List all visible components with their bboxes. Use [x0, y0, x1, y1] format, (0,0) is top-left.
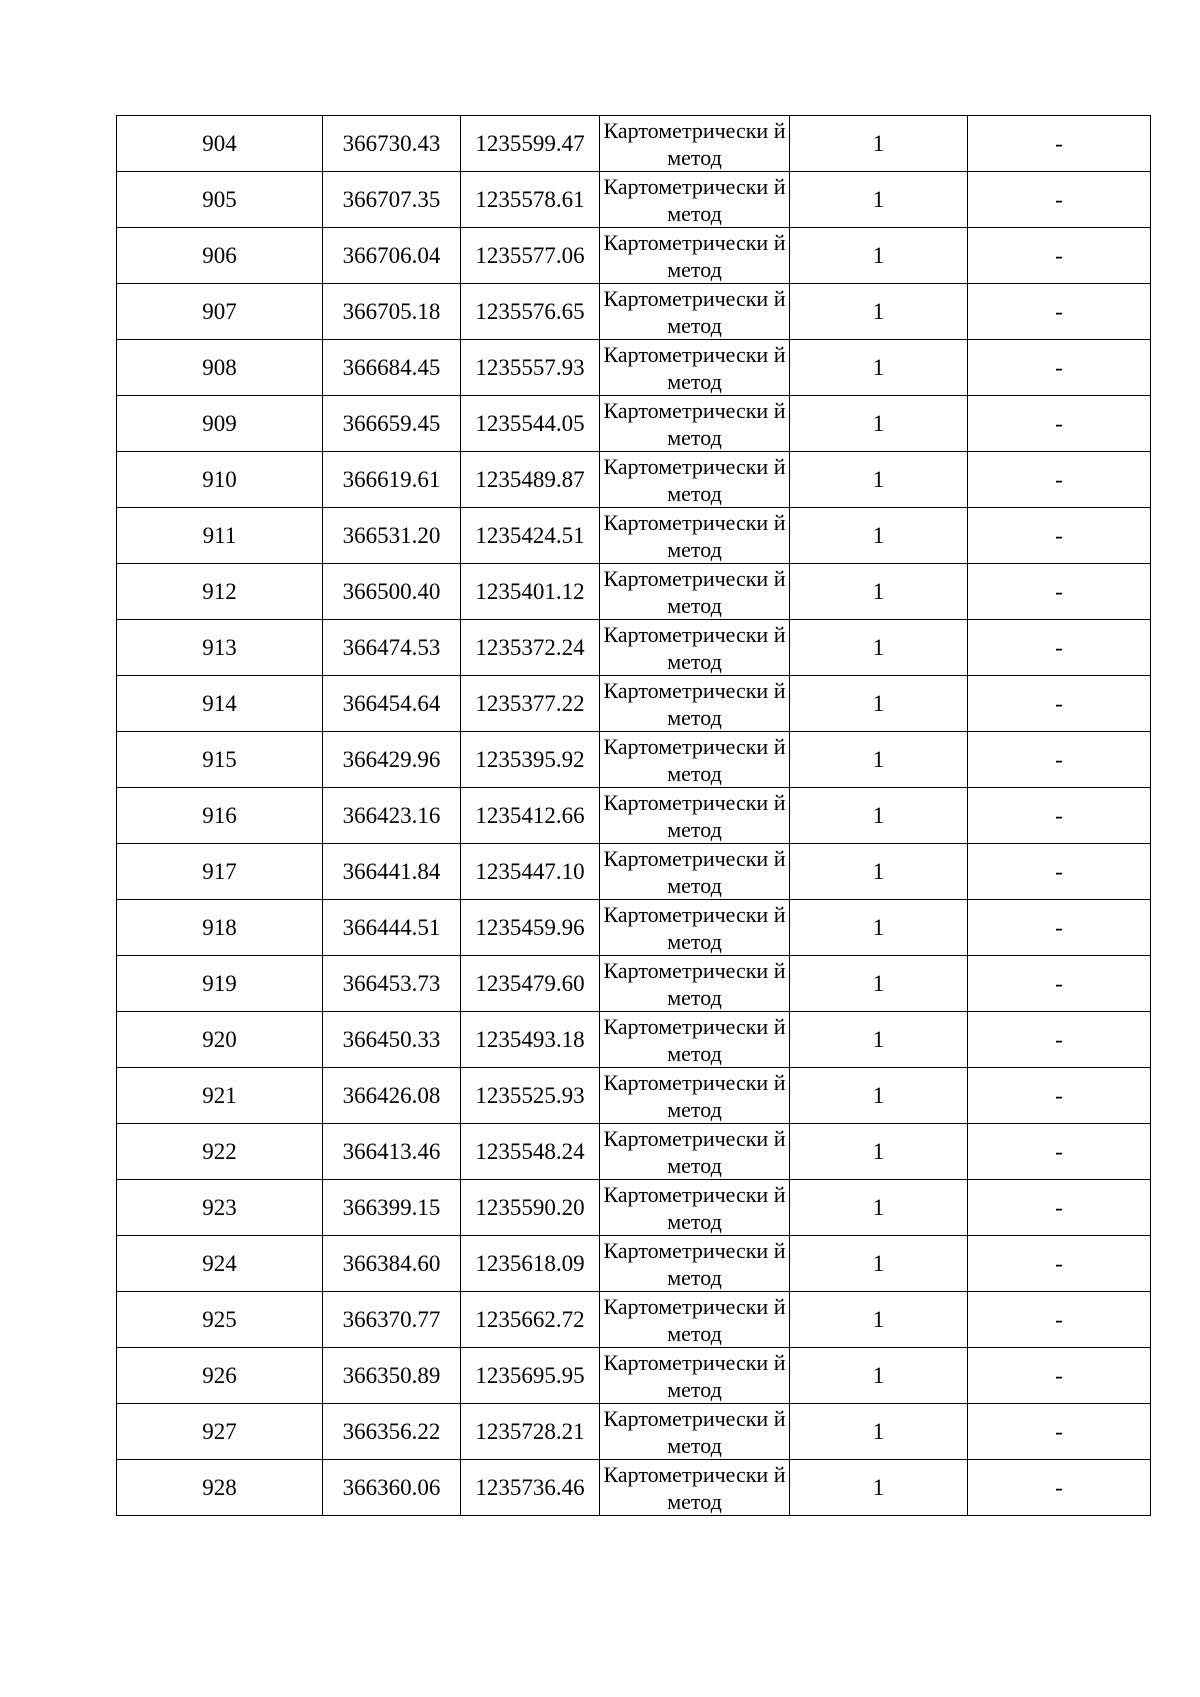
table-row: [117, 956, 1151, 1012]
cell-note: -: [968, 1348, 1151, 1404]
cell-point-number: 925: [117, 1292, 323, 1348]
cell-y-coordinate: 1235424.51: [461, 508, 600, 564]
table-row: [117, 1236, 1151, 1292]
cell-x-coordinate: 366399.15: [323, 1180, 461, 1236]
cell-note: -: [968, 1460, 1151, 1516]
cell-accuracy: 1: [790, 1124, 968, 1180]
table-row: [117, 340, 1151, 396]
cell-method: Картометрически й метод: [600, 1124, 790, 1180]
cell-method: Картометрически й метод: [600, 1460, 790, 1516]
cell-x-coordinate: 366531.20: [323, 508, 461, 564]
cell-y-coordinate: 1235412.66: [461, 788, 600, 844]
cell-accuracy: 1: [790, 956, 968, 1012]
cell-y-coordinate: 1235489.87: [461, 452, 600, 508]
cell-y-coordinate: 1235372.24: [461, 620, 600, 676]
cell-point-number: 926: [117, 1348, 323, 1404]
table-row: [117, 396, 1151, 452]
cell-x-coordinate: 366426.08: [323, 1068, 461, 1124]
cell-x-coordinate: 366453.73: [323, 956, 461, 1012]
cell-note: -: [968, 1124, 1151, 1180]
cell-note: -: [968, 116, 1151, 172]
cell-note: -: [968, 956, 1151, 1012]
cell-y-coordinate: 1235576.65: [461, 284, 600, 340]
cell-x-coordinate: 366659.45: [323, 396, 461, 452]
cell-point-number: 906: [117, 228, 323, 284]
table-row: [117, 564, 1151, 620]
cell-accuracy: 1: [790, 620, 968, 676]
cell-method: Картометрически й метод: [600, 732, 790, 788]
cell-note: -: [968, 396, 1151, 452]
cell-method: Картометрически й метод: [600, 788, 790, 844]
cell-x-coordinate: 366413.46: [323, 1124, 461, 1180]
cell-x-coordinate: 366706.04: [323, 228, 461, 284]
cell-x-coordinate: 366360.06: [323, 1460, 461, 1516]
cell-note: -: [968, 788, 1151, 844]
cell-method: Картометрически й метод: [600, 284, 790, 340]
cell-note: -: [968, 620, 1151, 676]
cell-point-number: 907: [117, 284, 323, 340]
cell-accuracy: 1: [790, 676, 968, 732]
cell-accuracy: 1: [790, 1012, 968, 1068]
cell-y-coordinate: 1235618.09: [461, 1236, 600, 1292]
cell-method: Картометрически й метод: [600, 1012, 790, 1068]
cell-point-number: 920: [117, 1012, 323, 1068]
cell-accuracy: 1: [790, 116, 968, 172]
cell-note: -: [968, 1012, 1151, 1068]
cell-y-coordinate: 1235578.61: [461, 172, 600, 228]
cell-accuracy: 1: [790, 564, 968, 620]
cell-y-coordinate: 1235479.60: [461, 956, 600, 1012]
cell-point-number: 910: [117, 452, 323, 508]
cell-point-number: 905: [117, 172, 323, 228]
table-row: [117, 1012, 1151, 1068]
cell-accuracy: 1: [790, 172, 968, 228]
cell-method: Картометрически й метод: [600, 116, 790, 172]
cell-y-coordinate: 1235377.22: [461, 676, 600, 732]
cell-method: Картометрически й метод: [600, 900, 790, 956]
table-row: [117, 1124, 1151, 1180]
table-row: [117, 116, 1151, 172]
table-row: [117, 900, 1151, 956]
cell-x-coordinate: 366384.60: [323, 1236, 461, 1292]
cell-accuracy: 1: [790, 340, 968, 396]
cell-accuracy: 1: [790, 396, 968, 452]
cell-y-coordinate: 1235447.10: [461, 844, 600, 900]
cell-x-coordinate: 366707.35: [323, 172, 461, 228]
cell-y-coordinate: 1235590.20: [461, 1180, 600, 1236]
cell-note: -: [968, 1180, 1151, 1236]
cell-method: Картометрически й метод: [600, 1404, 790, 1460]
cell-point-number: 924: [117, 1236, 323, 1292]
table-row: [117, 1180, 1151, 1236]
cell-point-number: 911: [117, 508, 323, 564]
cell-x-coordinate: 366450.33: [323, 1012, 461, 1068]
cell-x-coordinate: 366423.16: [323, 788, 461, 844]
cell-x-coordinate: 366370.77: [323, 1292, 461, 1348]
cell-x-coordinate: 366705.18: [323, 284, 461, 340]
cell-x-coordinate: 366356.22: [323, 1404, 461, 1460]
cell-accuracy: 1: [790, 1348, 968, 1404]
cell-point-number: 928: [117, 1460, 323, 1516]
table-row: [117, 1068, 1151, 1124]
table-row: [117, 676, 1151, 732]
table-row: [117, 788, 1151, 844]
cell-note: -: [968, 564, 1151, 620]
cell-accuracy: 1: [790, 1404, 968, 1460]
cell-y-coordinate: 1235544.05: [461, 396, 600, 452]
cell-accuracy: 1: [790, 228, 968, 284]
cell-point-number: 914: [117, 676, 323, 732]
cell-method: Картометрически й метод: [600, 1068, 790, 1124]
cell-method: Картометрически й метод: [600, 172, 790, 228]
cell-y-coordinate: 1235395.92: [461, 732, 600, 788]
cell-x-coordinate: 366684.45: [323, 340, 461, 396]
cell-accuracy: 1: [790, 284, 968, 340]
cell-note: -: [968, 228, 1151, 284]
cell-method: Картометрически й метод: [600, 1348, 790, 1404]
cell-accuracy: 1: [790, 788, 968, 844]
cell-y-coordinate: 1235557.93: [461, 340, 600, 396]
cell-y-coordinate: 1235548.24: [461, 1124, 600, 1180]
cell-point-number: 912: [117, 564, 323, 620]
cell-point-number: 908: [117, 340, 323, 396]
cell-accuracy: 1: [790, 1292, 968, 1348]
cell-y-coordinate: 1235599.47: [461, 116, 600, 172]
table-row: [117, 1348, 1151, 1404]
cell-note: -: [968, 1236, 1151, 1292]
table-row: [117, 732, 1151, 788]
cell-method: Картометрически й метод: [600, 508, 790, 564]
cell-accuracy: 1: [790, 1180, 968, 1236]
cell-note: -: [968, 732, 1151, 788]
cell-y-coordinate: 1235577.06: [461, 228, 600, 284]
cell-accuracy: 1: [790, 1460, 968, 1516]
cell-method: Картометрически й метод: [600, 1236, 790, 1292]
cell-note: -: [968, 172, 1151, 228]
cell-note: -: [968, 900, 1151, 956]
cell-point-number: 923: [117, 1180, 323, 1236]
cell-point-number: 927: [117, 1404, 323, 1460]
coordinates-table-body: [117, 116, 1151, 1516]
cell-method: Картометрически й метод: [600, 396, 790, 452]
cell-method: Картометрически й метод: [600, 1180, 790, 1236]
cell-accuracy: 1: [790, 900, 968, 956]
cell-point-number: 919: [117, 956, 323, 1012]
cell-x-coordinate: 366441.84: [323, 844, 461, 900]
cell-note: -: [968, 508, 1151, 564]
table-row: [117, 1292, 1151, 1348]
cell-method: Картометрически й метод: [600, 564, 790, 620]
table-row: [117, 284, 1151, 340]
cell-accuracy: 1: [790, 508, 968, 564]
cell-note: -: [968, 1292, 1151, 1348]
table-row: [117, 620, 1151, 676]
table-row: [117, 228, 1151, 284]
cell-note: -: [968, 452, 1151, 508]
coordinates-table: [116, 115, 1151, 1516]
cell-method: Картометрически й метод: [600, 452, 790, 508]
cell-y-coordinate: 1235695.95: [461, 1348, 600, 1404]
cell-point-number: 909: [117, 396, 323, 452]
table-row: [117, 452, 1151, 508]
cell-x-coordinate: 366730.43: [323, 116, 461, 172]
cell-accuracy: 1: [790, 1236, 968, 1292]
cell-point-number: 917: [117, 844, 323, 900]
cell-point-number: 916: [117, 788, 323, 844]
cell-note: -: [968, 676, 1151, 732]
cell-y-coordinate: 1235459.96: [461, 900, 600, 956]
cell-method: Картометрически й метод: [600, 620, 790, 676]
cell-y-coordinate: 1235662.72: [461, 1292, 600, 1348]
table-row: [117, 1404, 1151, 1460]
table-row: [117, 172, 1151, 228]
cell-y-coordinate: 1235401.12: [461, 564, 600, 620]
cell-point-number: 918: [117, 900, 323, 956]
cell-y-coordinate: 1235736.46: [461, 1460, 600, 1516]
cell-method: Картометрически й метод: [600, 956, 790, 1012]
cell-note: -: [968, 1404, 1151, 1460]
cell-method: Картометрически й метод: [600, 844, 790, 900]
table-row: [117, 1460, 1151, 1516]
cell-accuracy: 1: [790, 844, 968, 900]
cell-x-coordinate: 366454.64: [323, 676, 461, 732]
cell-note: -: [968, 1068, 1151, 1124]
cell-x-coordinate: 366429.96: [323, 732, 461, 788]
cell-point-number: 913: [117, 620, 323, 676]
cell-point-number: 921: [117, 1068, 323, 1124]
cell-x-coordinate: 366350.89: [323, 1348, 461, 1404]
cell-method: Картометрически й метод: [600, 228, 790, 284]
table-row: [117, 844, 1151, 900]
cell-note: -: [968, 340, 1151, 396]
cell-accuracy: 1: [790, 1068, 968, 1124]
cell-x-coordinate: 366619.61: [323, 452, 461, 508]
cell-point-number: 904: [117, 116, 323, 172]
cell-x-coordinate: 366444.51: [323, 900, 461, 956]
cell-note: -: [968, 284, 1151, 340]
cell-method: Картометрически й метод: [600, 676, 790, 732]
cell-y-coordinate: 1235525.93: [461, 1068, 600, 1124]
cell-point-number: 922: [117, 1124, 323, 1180]
cell-y-coordinate: 1235728.21: [461, 1404, 600, 1460]
cell-note: -: [968, 844, 1151, 900]
cell-y-coordinate: 1235493.18: [461, 1012, 600, 1068]
cell-method: Картометрически й метод: [600, 1292, 790, 1348]
cell-accuracy: 1: [790, 732, 968, 788]
cell-point-number: 915: [117, 732, 323, 788]
table-row: [117, 508, 1151, 564]
cell-x-coordinate: 366500.40: [323, 564, 461, 620]
cell-method: Картометрически й метод: [600, 340, 790, 396]
cell-accuracy: 1: [790, 452, 968, 508]
cell-x-coordinate: 366474.53: [323, 620, 461, 676]
